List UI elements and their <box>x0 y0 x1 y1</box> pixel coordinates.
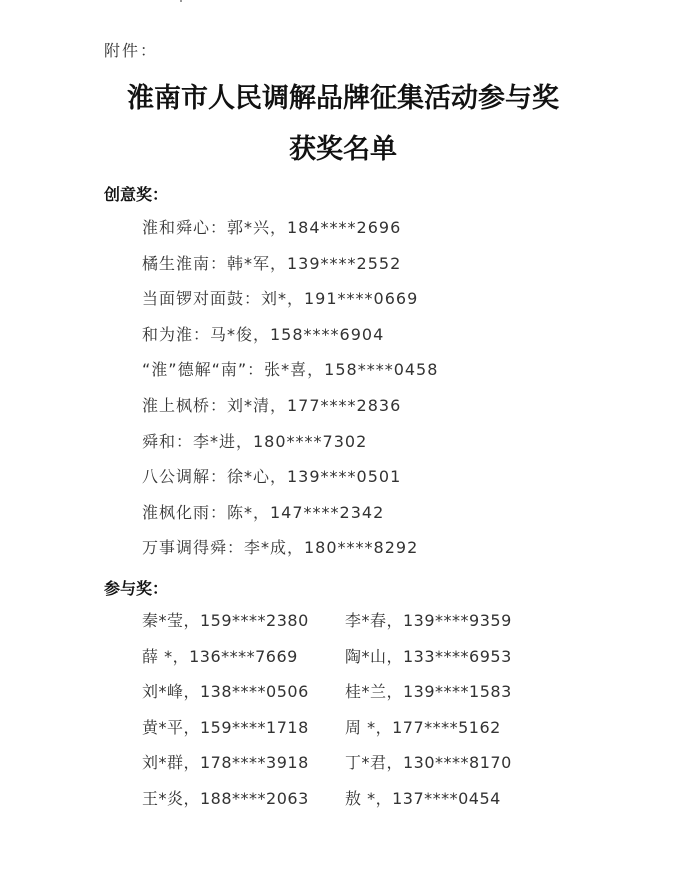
creative-award-entry: 橘生淮南：韩*军，139****2552 <box>142 253 402 273</box>
participation-entry: 敖 *，137****0454 <box>345 788 501 808</box>
participation-entry: 陶*山，133****6953 <box>345 646 512 666</box>
participation-entry: 黄*平，159****1718 <box>142 717 309 737</box>
participation-row <box>142 677 562 713</box>
creative-award-list <box>142 213 438 569</box>
participation-entry: 李*春，139****9359 <box>345 611 512 630</box>
creative-award-heading: 创意奖： <box>104 185 169 204</box>
participation-row <box>142 606 562 642</box>
creative-award-entry: 舜和：李*进，180****7302 <box>142 431 368 451</box>
participation-row <box>142 642 562 678</box>
participation-entry: 刘*峰，138****0506 <box>142 682 309 702</box>
participation-award-heading: 参与奖： <box>104 579 169 598</box>
creative-award-entry: 淮枫化雨：陈*，147****2342 <box>142 502 385 522</box>
creative-award-entry: “淮”德解“南”：张*喜，158****0458 <box>142 360 439 380</box>
scan-mark <box>180 0 182 2</box>
participation-entry: 秦*莹，159****2380 <box>142 611 309 630</box>
document-title-line-1: 淮南市人民调解品牌征集活动参与奖 <box>127 83 559 114</box>
creative-award-entry: 淮上枫桥：刘*清，177****2836 <box>142 395 402 415</box>
creative-award-entry: 万事调得舜：李*成，180****8292 <box>142 538 419 558</box>
creative-award-entry: 淮和舜心：郭*兴，184****2696 <box>142 218 402 237</box>
document-title-line-2: 获奖名单 <box>289 134 397 165</box>
participation-row <box>142 713 562 749</box>
attachment-label: 附件： <box>104 41 159 60</box>
creative-award-entry: 和为淮：马*俊，158****6904 <box>142 324 385 344</box>
participation-row <box>142 748 562 784</box>
participation-entry: 刘*群，178****3918 <box>142 753 309 773</box>
participation-entry: 薛 *，136****7669 <box>142 646 298 666</box>
participation-entry: 丁*君，130****8170 <box>345 753 512 773</box>
participation-row <box>142 784 562 820</box>
creative-award-entry: 八公调解：徐*心，139****0501 <box>142 467 402 487</box>
participation-entry: 周 *，177****5162 <box>345 717 501 737</box>
participation-entry: 桂*兰，139****1583 <box>345 682 512 702</box>
creative-award-entry: 当面锣对面鼓：刘*，191****0669 <box>142 289 419 309</box>
participation-award-grid <box>142 606 562 820</box>
participation-entry: 王*炎，188****2063 <box>142 788 309 808</box>
